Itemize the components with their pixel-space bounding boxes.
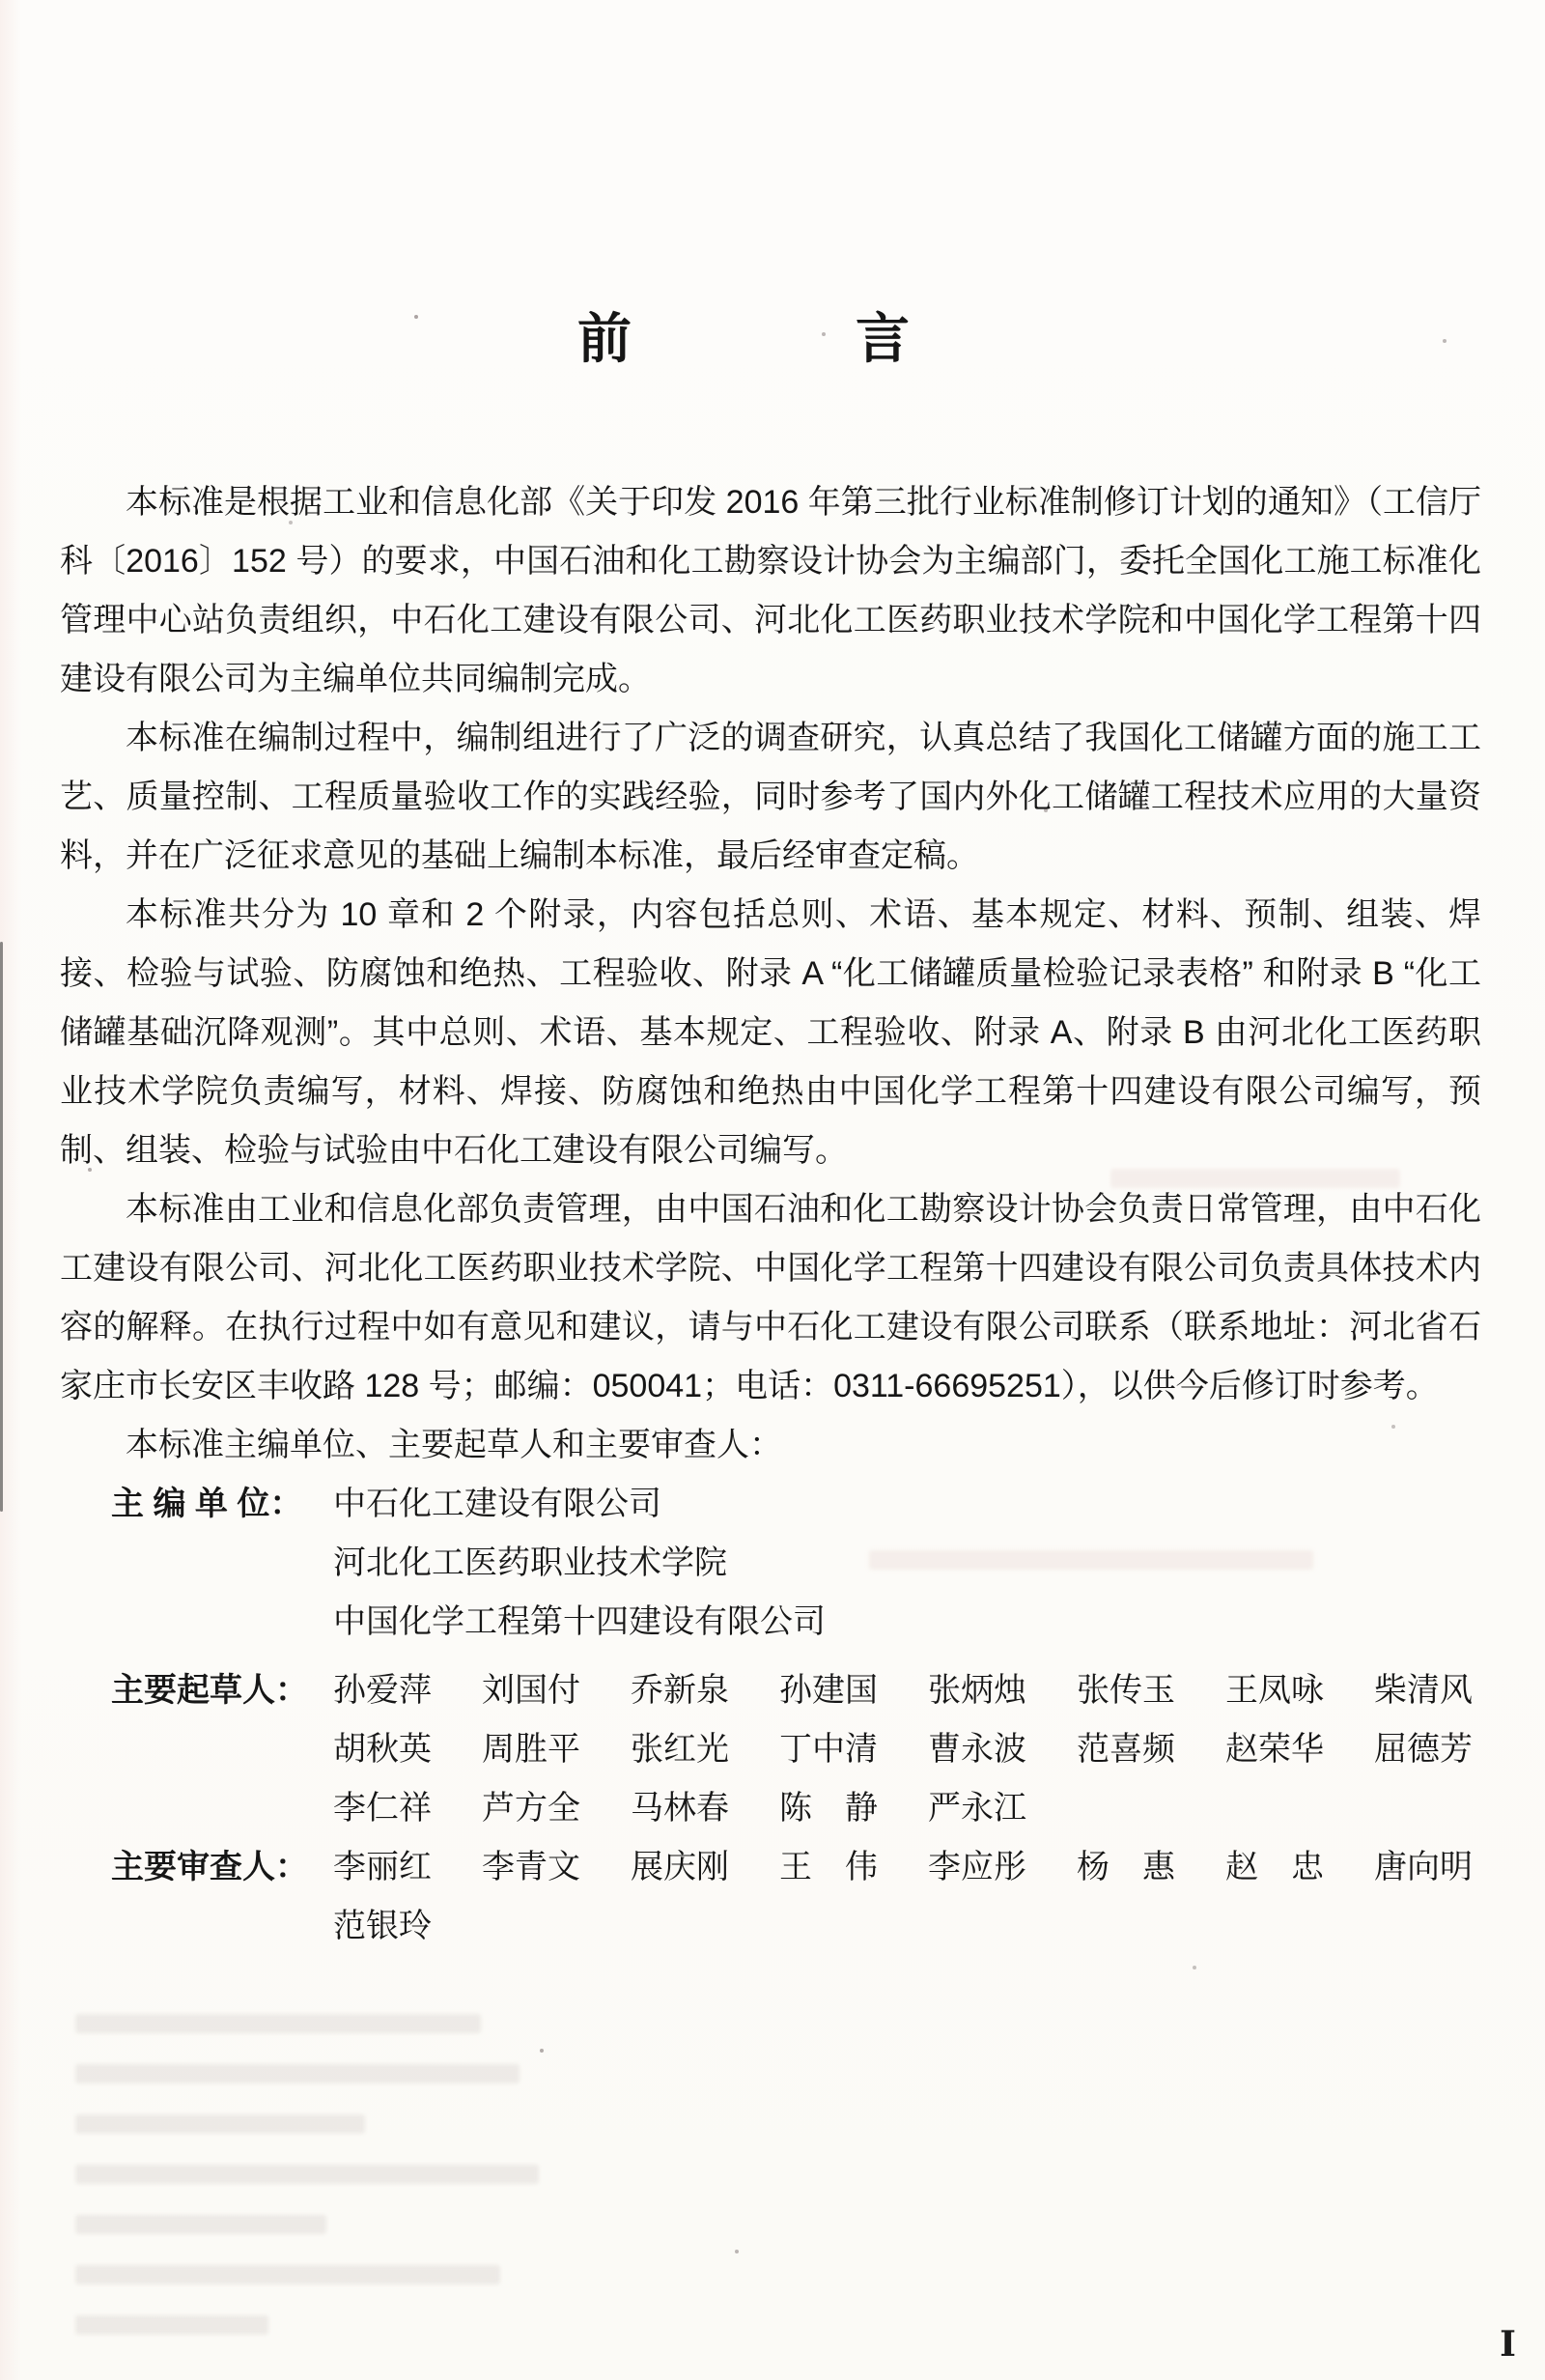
bleedthrough-ghost: [75, 2215, 326, 2234]
scan-dust-specks: [0, 0, 2, 2]
reviewer-name: 展庆刚: [631, 1849, 729, 1885]
reviewer-name: 范银玲: [333, 1908, 432, 1944]
paragraph: 本标准主编单位、主要起草人和主要审查人：: [126, 1427, 782, 1463]
drafters-line: [60, 1661, 1481, 1720]
title-char-left: 前: [577, 308, 632, 369]
paragraph: 本标准由工业和信息化部负责管理，由中国石油和化工勘察设计协会负责日常管理，由中石化工建设有限公司、河北化工医药职业技术学院、中国化学工程第十四建设有限公司负责具体技术内容的解释。在执行过程中如有意见和建议，请与中石化工建设有限公司联系（联系地址：河北省石家庄市长安区丰收路 128 号；邮编：050041；电话：0311-66695251），以供今后修订时参考。: [60, 1191, 1481, 1404]
bleedthrough-ghost: [1110, 1169, 1400, 1188]
paragraph: 本标准是根据工业和信息化部《关于印发 2016 年第三批行业标准制修订计划的通知》（工信厅科〔2016〕152 号）的要求，中国石油和化工勘察设计协会为主编部门，委托全国化工施工标准化管理中心站负责组织，中石化工建设有限公司、河北化工医药职业技术学院和中国化学工程第十四建设有限公司为主编单位共同编制完成。: [60, 484, 1481, 697]
drafters-line: [60, 1720, 1481, 1779]
scan-edge-artifact: [0, 942, 3, 1512]
page-number: I: [1500, 2324, 1516, 2365]
drafter-name: 柴清风: [1374, 1672, 1473, 1709]
drafter-name: 丁中清: [779, 1731, 878, 1768]
drafter-name: 赵荣华: [1225, 1731, 1324, 1768]
bleedthrough-ghost: [75, 2265, 500, 2284]
page-title: [0, 308, 1487, 369]
drafter-name: 芦方全: [482, 1790, 580, 1827]
reviewer-name: 李青文: [482, 1849, 580, 1885]
drafter-name: 王凤咏: [1225, 1672, 1324, 1709]
reviewer-name: 李应彤: [928, 1849, 1026, 1885]
drafter-names-row: [333, 1720, 1473, 1779]
paragraph: 本标准共分为 10 章和 2 个附录，内容包括总则、术语、基本规定、材料、预制、组装、焊接、检验与试验、防腐蚀和绝热、工程验收、附录 A “化工储罐质量检验记录表格” 和附录 B “化工储罐基础沉降观测”。其中总则、术语、基本规定、工程验收、附录 A、附录 B 由河北化工医药职业技术学院负责编写，材料、焊接、防腐蚀和绝热由中国化学工程第十四建设有限公司编写，预制、组装、检验与试验由中石化工建设有限公司编写。: [60, 896, 1481, 1169]
drafters-label: 主要起草人：: [111, 1672, 308, 1709]
bleedthrough-ghost: [869, 1550, 1313, 1570]
reviewer-name: 王 伟: [779, 1849, 878, 1885]
drafter-name: 范喜频: [1077, 1731, 1175, 1768]
bleedthrough-ghost: [75, 2014, 481, 2033]
chief-editor-unit: 中国化学工程第十四建设有限公司: [333, 1603, 826, 1640]
chief-editor-line: [60, 1593, 1481, 1652]
reviewers-line: [60, 1897, 1481, 1956]
paragraph: 本标准在编制过程中，编制组进行了广泛的调查研究，认真总结了我国化工储罐方面的施工工艺、质量控制、工程质量验收工作的实践经验，同时参考了国内外化工储罐工程技术应用的大量资料，并在广泛征求意见的基础上编制本标准，最后经审查定稿。: [60, 720, 1481, 874]
drafter-name: 刘国付: [482, 1672, 580, 1709]
drafters-line: [60, 1779, 1481, 1838]
drafter-name: 乔新泉: [631, 1672, 729, 1709]
drafter-names-row: [333, 1779, 1026, 1838]
reviewer-name: 赵 忠: [1225, 1849, 1324, 1885]
credits-section: [60, 1475, 1481, 1956]
reviewers-line: [60, 1838, 1481, 1897]
chief-editor-unit: 中石化工建设有限公司: [333, 1486, 661, 1522]
drafter-name: 严永江: [928, 1790, 1026, 1827]
drafter-name: 马林春: [631, 1790, 729, 1827]
drafter-names-row: [333, 1661, 1473, 1720]
drafter-name: 孙建国: [779, 1672, 878, 1709]
chief-editor-label: 主 编 单 位：: [111, 1486, 303, 1522]
drafter-name: 曹永波: [928, 1731, 1026, 1768]
reviewers-label: 主要审查人：: [111, 1849, 308, 1885]
bleedthrough-ghost: [75, 2114, 365, 2134]
drafter-name: 周胜平: [482, 1731, 580, 1768]
drafter-name: 张传玉: [1077, 1672, 1175, 1709]
foreword-body: [60, 473, 1481, 1475]
title-char-right: 言: [856, 308, 910, 369]
bleedthrough-ghost: [75, 2165, 539, 2184]
drafter-name: 屈德芳: [1374, 1731, 1473, 1768]
chief-editor-line: [60, 1475, 1481, 1534]
drafter-name: 胡秋英: [333, 1731, 432, 1768]
reviewer-name: 唐向明: [1374, 1849, 1473, 1885]
drafter-name: 李仁祥: [333, 1790, 432, 1827]
bleedthrough-ghost: [75, 2064, 520, 2083]
bleedthrough-ghost: [75, 2315, 268, 2335]
reviewer-names-row: [333, 1897, 432, 1956]
drafter-name: 孙爱萍: [333, 1672, 432, 1709]
reviewer-name: 杨 惠: [1077, 1849, 1175, 1885]
drafter-name: 张红光: [631, 1731, 729, 1768]
reviewer-name: 李丽红: [333, 1849, 432, 1885]
chief-editor-unit: 河北化工医药职业技术学院: [333, 1544, 727, 1581]
drafter-name: 陈 静: [779, 1790, 878, 1827]
reviewer-names-row: [333, 1838, 1473, 1897]
drafter-name: 张炳烛: [928, 1672, 1026, 1709]
